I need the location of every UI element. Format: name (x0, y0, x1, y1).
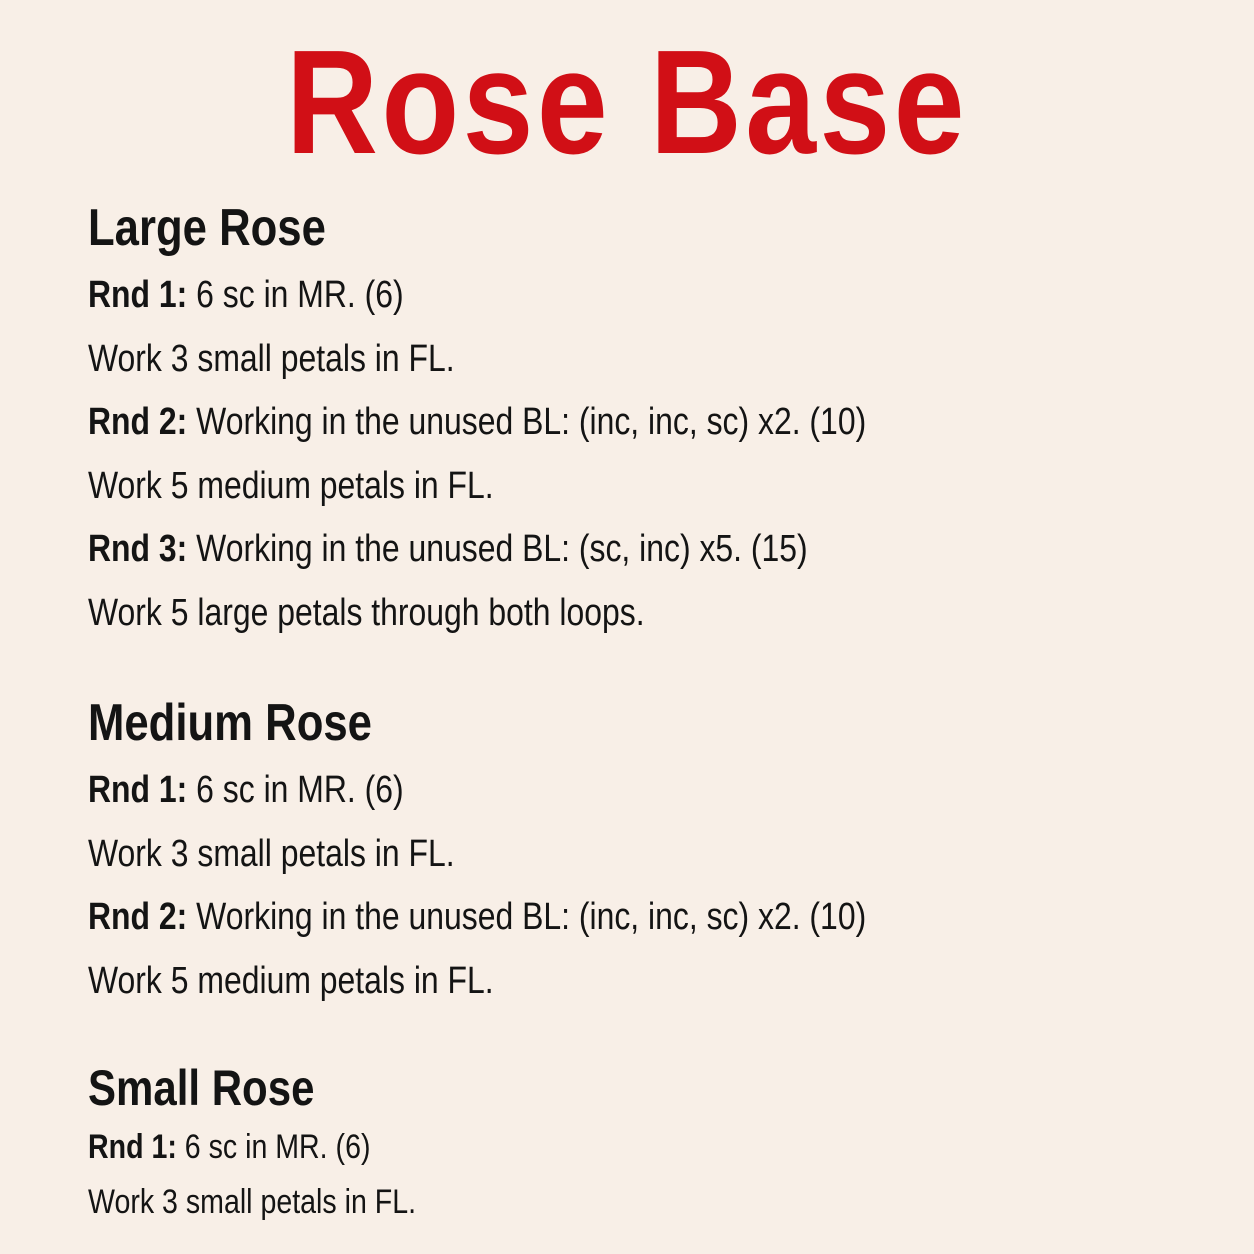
instruction-text: Work 5 medium petals in FL. (88, 959, 494, 1002)
instruction-line (88, 1175, 1012, 1230)
instruction-line (88, 950, 1012, 1014)
instruction-line (88, 328, 1012, 392)
instruction-line (88, 1120, 1012, 1175)
instruction-text: Work 3 small petals in FL. (88, 832, 455, 875)
instruction-text: Work 5 large petals through both loops. (88, 591, 645, 634)
page-title: Rose Base (286, 20, 968, 185)
round-label: Rnd 2: (88, 401, 188, 443)
instruction-text: Work 3 small petals in FL. (88, 337, 455, 380)
instruction-line (88, 582, 1012, 646)
instruction-line (88, 886, 1012, 950)
instruction-line (88, 823, 1012, 887)
instruction-text: Working in the unused BL: (inc, inc, sc) x2. (10) (187, 896, 867, 938)
round-label: Rnd 1: (88, 1128, 177, 1166)
instruction-text: 6 sc in MR. (6) (176, 1128, 371, 1166)
round-label: Rnd 1: (88, 274, 188, 316)
section-heading: Large Rose (88, 199, 326, 257)
instruction-text: 6 sc in MR. (6) (187, 274, 404, 316)
instruction-text: Working in the unused BL: (inc, inc, sc) x2. (10) (187, 401, 867, 443)
instruction-text: Work 3 small petals in FL. (88, 1183, 417, 1221)
instruction-line (88, 759, 1012, 823)
instruction-line (88, 264, 1012, 328)
instruction-text: Working in the unused BL: (sc, inc) x5. (15) (187, 528, 808, 570)
instruction-line (88, 391, 1012, 455)
section-heading: Medium Rose (88, 694, 372, 752)
section-heading: Small Rose (88, 1060, 315, 1116)
section-small-rose (88, 1058, 1188, 1230)
instruction-text: 6 sc in MR. (6) (187, 769, 404, 811)
round-label: Rnd 1: (88, 769, 188, 811)
instruction-line (88, 455, 1012, 519)
round-label: Rnd 2: (88, 896, 188, 938)
instruction-line (88, 518, 1012, 582)
section-large-rose (88, 198, 1188, 645)
instruction-text: Work 5 medium petals in FL. (88, 464, 494, 507)
section-medium-rose (88, 693, 1188, 1013)
round-label: Rnd 3: (88, 528, 188, 570)
